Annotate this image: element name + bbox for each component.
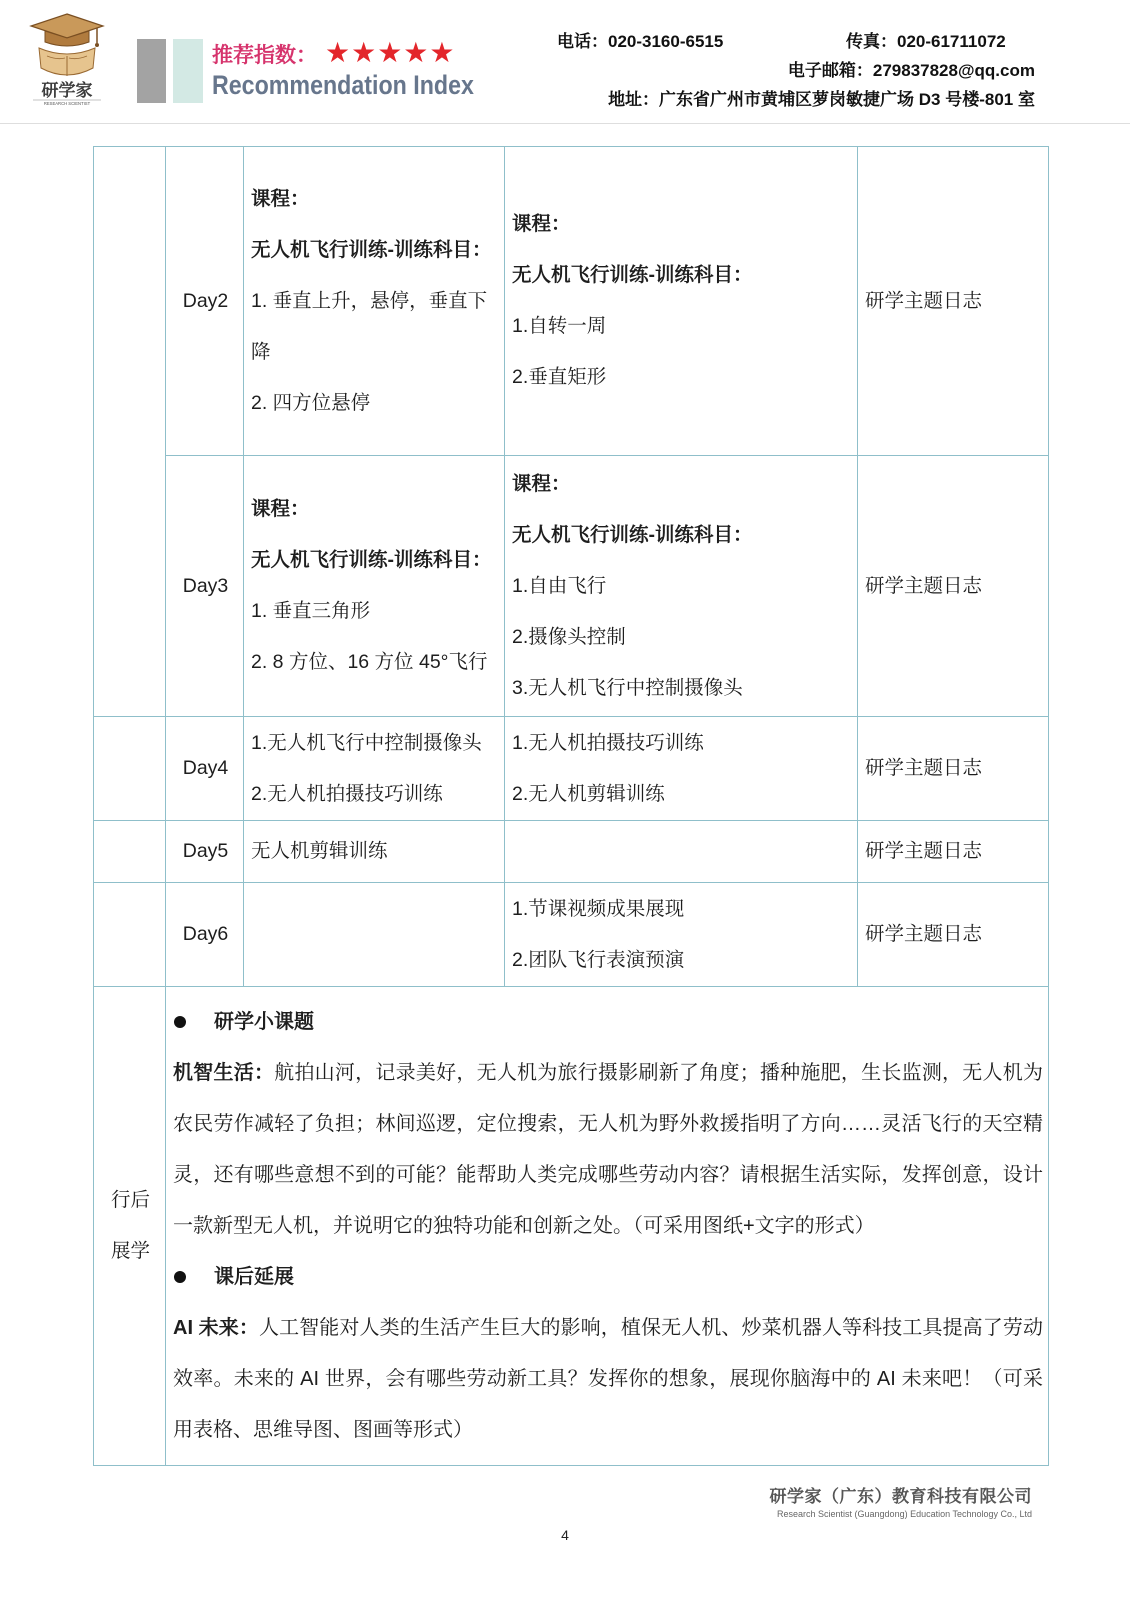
stage-cell <box>94 883 166 987</box>
course-item: 2.垂直矩形 <box>512 366 607 388</box>
day-label: Day6 <box>166 883 244 987</box>
course-item: 1. 垂直三角形 <box>251 600 371 622</box>
log-cell: 研学主题日志 <box>858 883 1049 987</box>
course-heading: 课程： <box>251 187 310 210</box>
itinerary-table <box>93 146 1049 1466</box>
table-row <box>94 147 1049 456</box>
logo-subtext: RESEARCH SCIENTIST <box>43 101 91 106</box>
footer-company-name: 研学家（广东）教育科技有限公司 <box>769 1487 1032 1507</box>
section-paragraph <box>173 1048 1043 1252</box>
course-heading: 课程： <box>512 472 571 495</box>
paragraph-lead: 机智生活： <box>173 1061 275 1084</box>
phone-number: 电话：020-3160-6515 <box>557 32 724 51</box>
paragraph-lead: AI 未来： <box>173 1316 259 1339</box>
course-item: 1.自转一周 <box>512 315 607 337</box>
course-item: 2.团队飞行表演预演 <box>512 948 685 971</box>
course-cell-a <box>244 883 505 987</box>
company-logo <box>27 10 107 106</box>
course-cell-b <box>505 147 858 456</box>
course-cell-b <box>505 883 858 987</box>
paragraph-body: 航拍山河，记录美好，无人机为旅行摄影刷新了角度；播种施肥，生长监测，无人机为农民劳作减轻了负担；林间巡逻，定位搜索，无人机为野外救援指明了方向……灵活飞行的天空精灵，还有哪些意想不到的可能？能帮助人类完成哪些劳动内容？请根据生活实际，发挥创意，设计一款新型无人机，并说明它的独特功能和创新之处。（可采用图纸+文字的形式） <box>173 1061 1044 1237</box>
course-heading: 课程： <box>512 213 571 235</box>
day-label: Day3 <box>166 456 244 717</box>
email-address: 电子邮箱：279837828@qq.com <box>787 61 1035 80</box>
day-label: Day2 <box>166 147 244 456</box>
postal-address: 地址：广东省广州市黄埔区萝岗敏捷广场 D3 号楼-801 室 <box>608 90 1035 109</box>
log-cell: 研学主题日志 <box>858 821 1049 883</box>
section-title-text: 课后延展 <box>214 1265 294 1288</box>
course-item: 3.无人机飞行中控制摄像头 <box>512 676 743 699</box>
stage-cell-after-trip <box>94 987 166 1466</box>
course-cell-a <box>244 821 505 883</box>
stage-cell <box>94 821 166 883</box>
course-cell-a <box>244 456 505 717</box>
course-item: 2.无人机剪辑训练 <box>512 782 665 805</box>
section-paragraph <box>173 1303 1043 1456</box>
bullet-icon <box>174 1271 186 1283</box>
recommendation-index-title: Recommendation Index <box>212 70 474 100</box>
course-cell-b <box>505 717 858 821</box>
stage-label-line: 行后 <box>110 1189 150 1211</box>
course-item: 1.节课视频成果展现 <box>512 897 685 920</box>
course-item: 2.摄像头控制 <box>512 625 626 648</box>
section-title <box>173 997 1043 1048</box>
logo-text: 研学家 <box>41 81 93 101</box>
course-item: 2. 四方位悬停 <box>251 391 371 414</box>
recommendation-rating <box>212 38 456 71</box>
section-title <box>173 1252 1043 1303</box>
course-item: 1.自由飞行 <box>512 574 607 597</box>
course-subject: 无人机飞行训练-训练科目： <box>512 264 753 286</box>
stage-cell <box>94 717 166 821</box>
course-subject: 无人机飞行训练-训练科目： <box>251 238 492 261</box>
decorative-bar-mint <box>173 39 203 103</box>
table-row <box>94 717 1049 821</box>
section-title-text: 研学小课题 <box>214 1010 314 1033</box>
stage-cell <box>94 147 166 717</box>
course-cell-b <box>505 456 858 717</box>
decorative-bar-gray <box>137 39 166 103</box>
stage-label-line: 展学 <box>110 1240 150 1262</box>
day-label: Day5 <box>166 821 244 883</box>
table-row <box>94 883 1049 987</box>
header-divider <box>0 123 1130 124</box>
table-row <box>94 987 1049 1466</box>
graduation-cap-logo-icon <box>27 10 107 106</box>
log-cell: 研学主题日志 <box>858 456 1049 717</box>
course-subject: 无人机飞行训练-训练科目： <box>251 549 492 571</box>
fax-number: 传真：020-61711072 <box>846 32 1006 51</box>
course-subject: 无人机飞行训练-训练科目： <box>512 523 753 546</box>
after-trip-content <box>166 987 1049 1466</box>
course-item: 2.无人机拍摄技巧训练 <box>251 782 443 805</box>
table-row <box>94 456 1049 717</box>
course-cell-a <box>244 717 505 821</box>
footer-company-name-en: Research Scientist (Guangdong) Education Technology Co., Ltd <box>777 1509 1032 1519</box>
log-cell: 研学主题日志 <box>858 717 1049 821</box>
paragraph-body: 人工智能对人类的生活产生巨大的影响，植保无人机、炒菜机器人等科技工具提高了劳动效率。未来的 AI 世界，会有哪些劳动新工具？发挥你的想象，展现你脑海中的 AI 未来吧！（可采用表格、思维导图、图画等形式） <box>173 1316 1043 1441</box>
course-item: 1. 垂直上升，悬停，垂直下降 <box>251 289 488 363</box>
table-row <box>94 821 1049 883</box>
bullet-icon <box>174 1016 186 1028</box>
page-number: 4 <box>561 1527 569 1543</box>
star-rating-icon: ★★★★★ <box>325 36 456 69</box>
log-cell: 研学主题日志 <box>858 147 1049 456</box>
course-heading: 课程： <box>251 498 310 520</box>
course-item: 1.无人机飞行中控制摄像头 <box>251 731 482 754</box>
course-item: 2. 8 方位、16 方位 45°飞行 <box>251 651 488 673</box>
course-item: 1.无人机拍摄技巧训练 <box>512 731 704 754</box>
course-cell-b <box>505 821 858 883</box>
day-label: Day4 <box>166 717 244 821</box>
course-item: 无人机剪辑训练 <box>251 840 388 862</box>
recommendation-label: 推荐指数： <box>212 44 317 67</box>
course-cell-a <box>244 147 505 456</box>
